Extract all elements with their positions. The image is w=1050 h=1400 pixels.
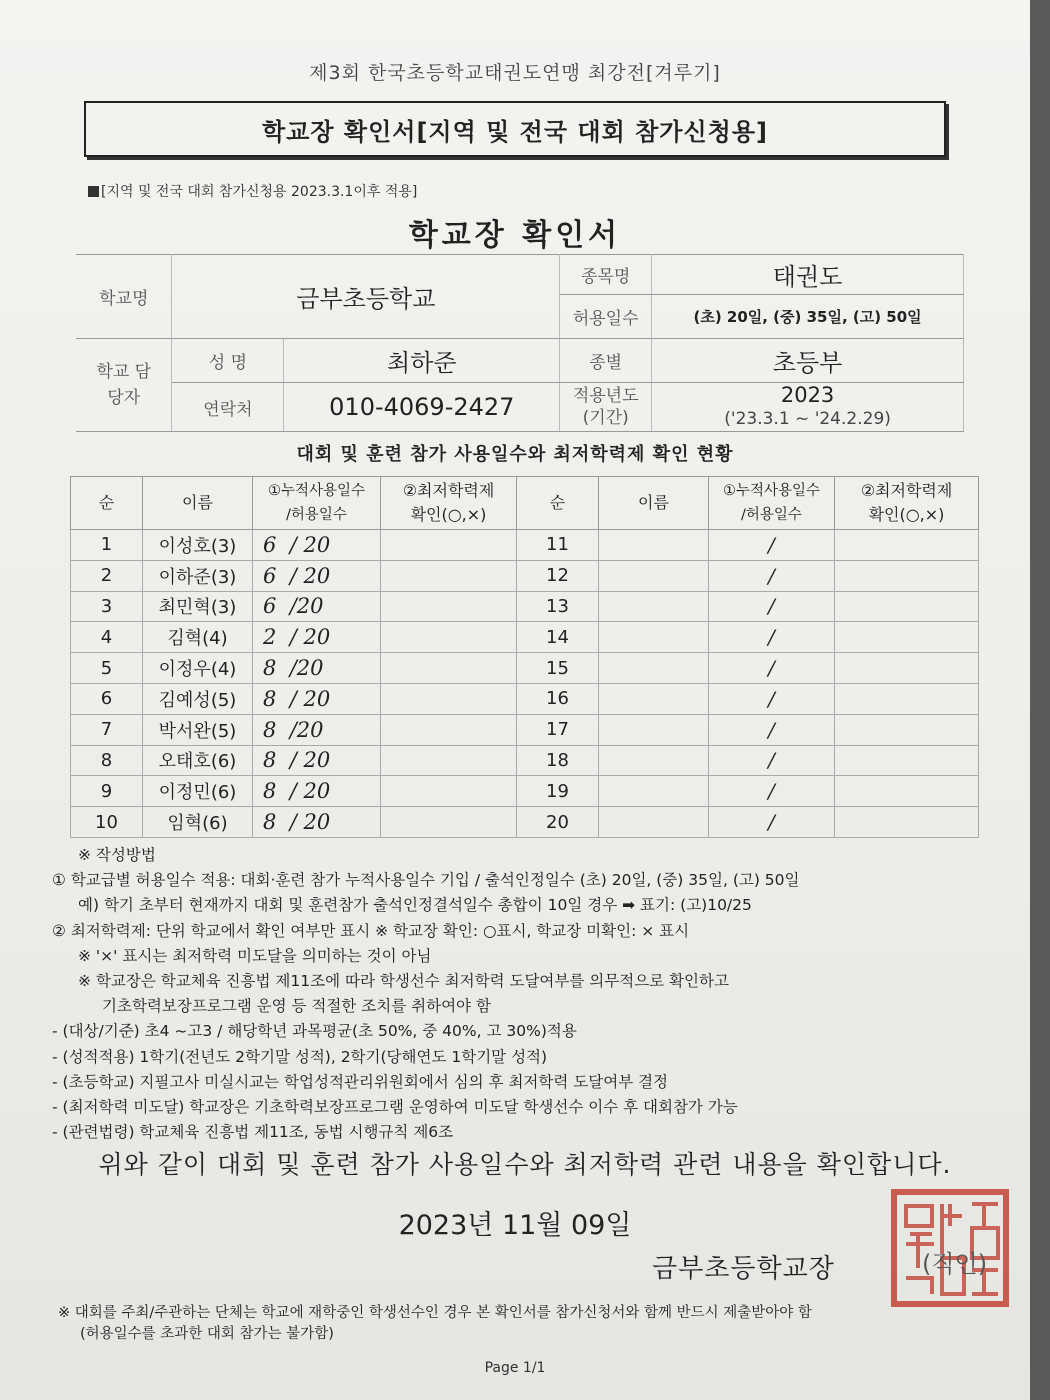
instruction-line: ① 학교급별 허용일수 적용: 대회·훈련 참가 누적사용일수 기입 / 출석인정일수 (초) 20일, (중) 35일, (고) 50일 [52,871,800,890]
instruction-line: 기초학력보장프로그램 운영 등 적절한 조치를 취하여야 함 [102,997,491,1016]
table-row: 4 김혁(4) 2 / 20 14 / [71,622,979,653]
table-row: 8 오태호(6) 8 / 20 18 / [71,745,979,776]
form-title-box [84,101,946,157]
principal-signature-line: 금부초등학교장 [652,1254,835,1284]
col-days: ①누적사용일수 /허용일수 [253,477,381,530]
division-value: 초등부 [652,339,964,383]
year-label: 적용년도 (기간) [560,383,652,432]
col-days-2: ①누적사용일수 /허용일수 [709,477,835,530]
manager-name-label: 성 명 [172,339,284,383]
col-min-level: ②최저학력제 확인(○,×) [381,477,517,530]
col-name-2: 이름 [599,477,709,530]
event-value: 태권도 [652,255,964,295]
manager-label: 학교 담당자 [76,339,172,432]
col-no: 순 [71,477,143,530]
school-name-value: 금부초등학교 [172,255,560,339]
year-value: 2023 ('23.3.1 ~ '24.2.29) [652,383,964,432]
instruction-line: - (초등학교) 지필고사 미실시교는 학업성적관리위원회에서 심의 후 최저학력 도달여부 결정 [52,1072,669,1091]
instruction-line: - (최저학력 미도달) 학교장은 기초학력보장프로그램 운영하여 미도달 학생선수 이수 후 대회참가 가능 [52,1098,738,1117]
col-min-level-2: ②최저학력제 확인(○,×) [835,477,979,530]
participation-table [70,476,979,838]
allowed-days-label: 허용일수 [560,295,652,339]
table-row: 10 임혁(6) 8 / 20 20 / [71,807,979,838]
document-title: 학교장 확인서 [408,218,622,253]
table-title: 대회 및 훈련 참가 사용일수와 최저학력제 확인 현황 [296,444,734,465]
table-row: 1 이성호(3) 6 / 20 11 / [71,530,979,561]
event-header: 제3회 한국초등학교태권도연맹 최강전[겨루기] [309,62,721,84]
contact-value: 010-4069-2427 [284,383,560,432]
table-row: 2 이하준(3) 6 / 20 12 / [71,560,979,591]
issue-date: 2023년 11월 09일 [398,1210,632,1241]
instruction-line: ※ 학교장은 학교체육 진흥법 제11조에 따라 학생선수 최저학력 도달여부를 의무적으로 확인하고 [78,972,729,991]
instruction-line: - (성적적용) 1학기(전년도 2학기말 성적), 2학기(당해연도 1학기말 성적) [52,1047,548,1066]
footnote: ※ 대회를 주최/주관하는 단체는 학교에 재학중인 학생선수인 경우 본 확인서를 참가신청서와 함께 반드시 제출받아야 함 (허용일수를 초과한 대회 참가는 불가함) [58,1305,812,1342]
applicability-note: [지역 및 전국 대회 참가신청용 2023.3.1이후 적용] [88,181,417,201]
col-name: 이름 [143,477,253,530]
instruction-line: ※ '×' 표시는 최저학력 미도달을 의미하는 것이 아님 [78,946,432,965]
table-row: 6 김예성(5) 8 / 20 16 / [71,683,979,714]
instruction-line: ② 최저학력제: 단위 학교에서 확인 여부만 표시 ※ 학교장 확인: ○표시, 학교장 미확인: × 표시 [52,921,690,940]
table-row: 7 박서완(5) 8 /20 17 / [71,714,979,745]
school-name-label: 학교명 [76,255,172,339]
manager-name-value: 최하준 [284,339,560,383]
instruction-line: - (관련법령) 학교체육 진흥법 제11조, 동법 시행규칙 제6조 [52,1123,454,1142]
table-row: 9 이정민(6) 8 / 20 19 / [71,776,979,807]
confirmation-statement: 위와 같이 대회 및 훈련 참가 사용일수와 최저학력 관련 내용을 확인합니다. [98,1150,952,1179]
col-no-2: 순 [517,477,599,530]
instructions-title: ※ 작성방법 [78,846,156,864]
instructions [52,843,1012,1145]
allowed-days-value: (초) 20일, (중) 35일, (고) 50일 [652,295,964,339]
table-row: 3 최민혁(3) 6 /20 13 / [71,591,979,622]
seal-label: (직인) [922,1250,988,1278]
contact-label: 연락처 [172,383,284,432]
school-info-table [76,254,964,432]
event-label: 종목명 [560,255,652,295]
form-title: 학교장 확인서[지역 및 전국 대회 참가신청용] [261,117,769,146]
square-bullet-icon [88,186,99,197]
table-row: 5 이정우(4) 8 /20 15 / [71,653,979,684]
division-label: 종별 [560,339,652,383]
instruction-line: 예) 학기 초부터 현재까지 대회 및 훈련참가 출석인정결석일수 총합이 10일 경우 ➡ 표기: (고)10/25 [78,896,752,915]
instruction-line: - (대상/기준) 초4 ~고3 / 해당학년 과목평균(초 50%, 중 40%, 고 30%)적용 [52,1022,577,1041]
page-number: Page 1/1 [484,1360,546,1376]
